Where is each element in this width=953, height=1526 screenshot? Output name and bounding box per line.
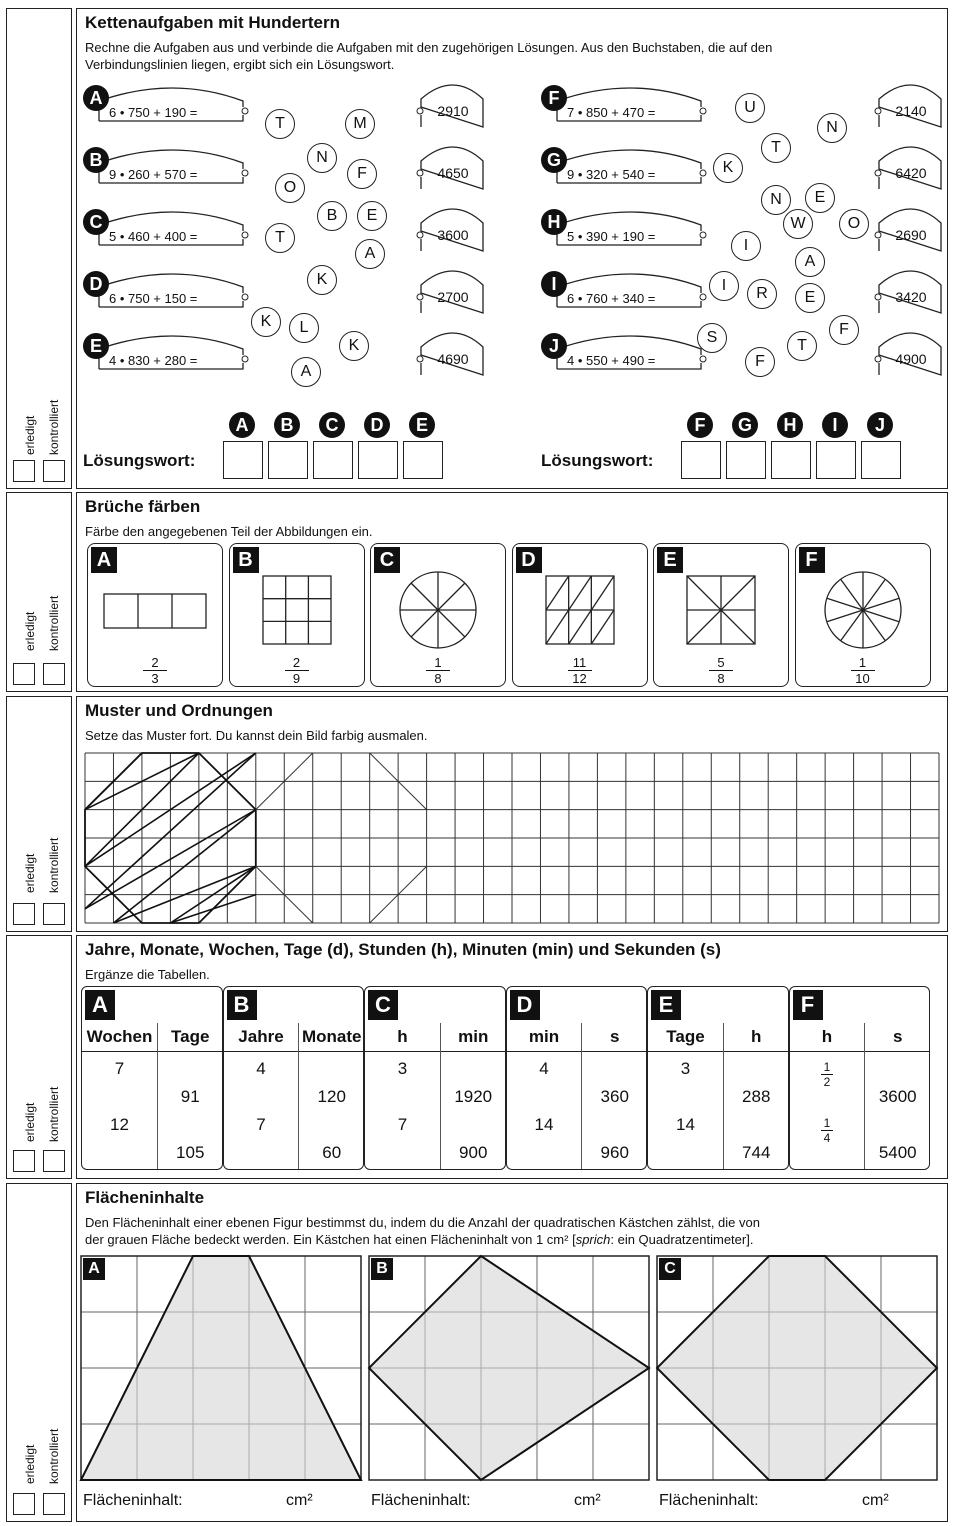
done-label: erledigt bbox=[23, 415, 37, 455]
task-badge-h: H bbox=[541, 209, 567, 235]
result-value: 2910 bbox=[437, 103, 469, 119]
square bbox=[263, 576, 331, 644]
done-checkbox[interactable] bbox=[13, 903, 35, 925]
letter-circle[interactable]: K bbox=[307, 265, 337, 295]
card-badge: A bbox=[91, 547, 117, 573]
grey-shape bbox=[369, 1256, 649, 1480]
task-expression: 9 • 260 + 570 = bbox=[109, 167, 198, 182]
card-badge: E bbox=[657, 547, 683, 573]
cell-value[interactable]: 5400 bbox=[878, 1143, 917, 1162]
connector-dot bbox=[242, 170, 248, 176]
denominator: 12 bbox=[572, 671, 587, 686]
denominator: 8 bbox=[434, 671, 442, 686]
letter-circle[interactable]: N bbox=[817, 113, 847, 143]
column-header: min bbox=[528, 1027, 560, 1046]
checked-label: kontrolliert bbox=[47, 595, 61, 651]
task-expression: 7 • 850 + 470 = bbox=[567, 105, 656, 120]
numerator: 11 bbox=[572, 655, 587, 670]
connector-dot bbox=[242, 356, 248, 362]
figure-badge: A bbox=[83, 1258, 105, 1280]
numerator: 1 bbox=[858, 655, 867, 670]
connector-dot bbox=[242, 232, 248, 238]
header-divider bbox=[365, 1051, 505, 1052]
task-expression: 4 • 830 + 280 = bbox=[109, 353, 198, 368]
answer-box[interactable] bbox=[681, 441, 721, 479]
panel-instruction: Verbindungslinien liegen, ergibt sich ein Lösungswort. bbox=[85, 57, 395, 72]
done-checkbox[interactable] bbox=[13, 1150, 35, 1172]
column-header: Jahre bbox=[238, 1027, 284, 1046]
sector-line bbox=[863, 598, 899, 610]
area-figure-b bbox=[369, 1256, 649, 1480]
answer-badge-h: H bbox=[777, 412, 803, 438]
answer-box[interactable] bbox=[358, 441, 398, 479]
cell-value[interactable]: 4 bbox=[256, 1059, 266, 1078]
header-divider bbox=[507, 1051, 647, 1052]
header-divider bbox=[224, 1051, 364, 1052]
letter-circle[interactable]: T bbox=[265, 223, 295, 253]
diagonal-line bbox=[591, 610, 614, 644]
numerator: 1 bbox=[823, 1060, 831, 1074]
checkbox-column-pattern bbox=[6, 696, 72, 932]
task-expression: 6 • 750 + 150 = bbox=[109, 291, 198, 306]
checked-label: kontrolliert bbox=[47, 1428, 61, 1484]
answer-box[interactable] bbox=[313, 441, 353, 479]
table-badge: D bbox=[510, 990, 540, 1020]
panel-title: Kettenaufgaben mit Hundertern bbox=[85, 13, 341, 32]
column-header: h bbox=[821, 1027, 833, 1046]
letter-circle[interactable]: E bbox=[805, 183, 835, 213]
area-label: Flächeninhalt: bbox=[371, 1492, 471, 1509]
checked-checkbox[interactable] bbox=[43, 1150, 65, 1172]
diagonal-line bbox=[568, 610, 591, 644]
fraction-figure[interactable] bbox=[371, 554, 505, 654]
answer-badge-g: G bbox=[732, 412, 758, 438]
sector-line bbox=[826, 598, 862, 610]
column-header: s bbox=[610, 1027, 620, 1046]
area-figure-a bbox=[81, 1256, 361, 1480]
fraction-value[interactable] bbox=[817, 1117, 837, 1144]
solution-label-right: Lösungswort: bbox=[541, 451, 654, 470]
time-table-c bbox=[364, 986, 506, 1170]
result-value: 4690 bbox=[437, 351, 469, 367]
column-header: min bbox=[458, 1027, 489, 1046]
panel-instruction: Den Flächeninhalt einer ebenen Figur bestimmst du, indem du die Anzahl der quadratischen Kästchen zählst, die von bbox=[85, 1215, 760, 1230]
connector-dot bbox=[700, 170, 706, 176]
fraction-card-e[interactable] bbox=[653, 543, 789, 687]
numerator: 1 bbox=[434, 655, 442, 670]
letter-circle[interactable]: W bbox=[783, 209, 813, 239]
column-header: Monate bbox=[301, 1027, 362, 1046]
fraction-label bbox=[560, 656, 600, 685]
letter-circle[interactable]: T bbox=[761, 133, 791, 163]
letter-circle[interactable]: N bbox=[761, 185, 791, 215]
cell-value[interactable]: 960 bbox=[600, 1143, 629, 1162]
pattern-panel bbox=[76, 696, 948, 932]
letter-circle[interactable]: M bbox=[345, 109, 375, 139]
cell-value[interactable]: 7 bbox=[114, 1059, 125, 1078]
sector-line bbox=[863, 579, 885, 610]
letter-circle[interactable]: F bbox=[347, 159, 377, 189]
answer-badge-d: D bbox=[364, 412, 390, 438]
figure-badge: B bbox=[371, 1258, 393, 1280]
answer-badge-a: A bbox=[229, 412, 255, 438]
panel-title: Jahre, Monate, Wochen, Tage (d), Stunden (h), Minuten (min) und Sekunden (s) bbox=[85, 940, 721, 959]
fraction-figure[interactable] bbox=[230, 554, 364, 654]
sector-line bbox=[863, 610, 885, 641]
task-expression: 4 • 550 + 490 = bbox=[567, 353, 656, 368]
checked-checkbox[interactable] bbox=[43, 460, 65, 482]
task-expression: 5 • 460 + 400 = bbox=[109, 229, 198, 244]
cell-value[interactable]: 120 bbox=[317, 1087, 346, 1106]
answer-box[interactable] bbox=[268, 441, 308, 479]
letter-circle[interactable]: U bbox=[735, 93, 765, 123]
chain-tasks-panel bbox=[76, 8, 948, 489]
panel-instruction: Setze das Muster fort. Du kannst dein Bild farbig ausmalen. bbox=[85, 728, 428, 743]
fraction-card-a[interactable] bbox=[87, 543, 223, 687]
checked-label: kontrolliert bbox=[47, 1086, 61, 1142]
area-figure-c bbox=[657, 1256, 937, 1480]
connector-dot bbox=[242, 294, 248, 300]
cell-value[interactable]: 3 bbox=[680, 1059, 691, 1078]
task-badge-j: J bbox=[541, 333, 567, 359]
column-header: Wochen bbox=[86, 1027, 153, 1046]
letter-circle[interactable]: I bbox=[731, 231, 761, 261]
letter-circle[interactable]: E bbox=[795, 283, 825, 313]
letter-circle[interactable]: R bbox=[747, 279, 777, 309]
cell-value[interactable]: 1920 bbox=[454, 1087, 493, 1106]
task-expression: 6 • 760 + 340 = bbox=[567, 291, 656, 306]
sector-line bbox=[438, 610, 465, 637]
card-badge: F bbox=[799, 547, 825, 573]
letter-circle[interactable]: F bbox=[829, 315, 859, 345]
time-panel bbox=[76, 935, 948, 1179]
sector-line bbox=[840, 579, 862, 610]
letter-circle[interactable]: O bbox=[839, 209, 869, 239]
sector-line bbox=[826, 610, 862, 622]
column-header: s bbox=[893, 1027, 903, 1046]
sector-line bbox=[411, 583, 438, 610]
table-badge: B bbox=[227, 990, 257, 1020]
answer-box[interactable] bbox=[861, 441, 901, 479]
letter-circle[interactable]: A bbox=[355, 239, 385, 269]
cell-value[interactable]: 3600 bbox=[878, 1087, 917, 1106]
panel-instruction: Rechne die Aufgaben aus und verbinde die Aufgaben mit den zugehörigen Lösungen. Aus den Buchstaben, die auf den bbox=[85, 40, 773, 55]
result-value: 4900 bbox=[895, 351, 927, 367]
fraction-card-c[interactable] bbox=[370, 543, 506, 687]
checked-checkbox[interactable] bbox=[43, 903, 65, 925]
cell-value[interactable]: 60 bbox=[322, 1143, 342, 1162]
cell-value[interactable]: 4 bbox=[539, 1059, 549, 1078]
time-table-f bbox=[789, 986, 931, 1170]
checked-label: kontrolliert bbox=[47, 399, 61, 455]
table-badge: C bbox=[368, 990, 398, 1020]
answer-badge-c: C bbox=[319, 412, 345, 438]
card-badge: C bbox=[374, 547, 400, 573]
cell-value[interactable]: 14 bbox=[676, 1115, 695, 1134]
panel-title: Brüche färben bbox=[85, 497, 201, 516]
cell-value[interactable]: 900 bbox=[459, 1143, 488, 1162]
letter-circle[interactable]: A bbox=[291, 357, 321, 387]
denominator: 4 bbox=[823, 1131, 831, 1145]
letter-circle[interactable]: N bbox=[307, 143, 337, 173]
letter-circle[interactable]: A bbox=[795, 247, 825, 277]
checkbox-column-chain bbox=[6, 8, 72, 489]
answer-badge-i: I bbox=[822, 412, 848, 438]
task-expression: 5 • 390 + 190 = bbox=[567, 229, 656, 244]
letter-circle[interactable]: T bbox=[787, 331, 817, 361]
sector-line bbox=[863, 610, 899, 622]
result-value: 2140 bbox=[895, 103, 927, 119]
task-badge-i: I bbox=[541, 271, 567, 297]
area-unit: cm² bbox=[574, 1492, 601, 1509]
panel-instruction: Ergänze die Tabellen. bbox=[85, 967, 210, 982]
letter-circle[interactable]: K bbox=[713, 153, 743, 183]
fraction-label bbox=[277, 656, 317, 685]
fraction-card-b[interactable] bbox=[229, 543, 365, 687]
sector-line bbox=[438, 583, 465, 610]
done-label: erledigt bbox=[23, 853, 37, 893]
denominator: 3 bbox=[151, 671, 159, 686]
grey-shape bbox=[657, 1256, 937, 1480]
task-expression: 9 • 320 + 540 = bbox=[567, 167, 656, 182]
fraction-label bbox=[843, 656, 883, 685]
answer-box[interactable] bbox=[771, 441, 811, 479]
card-badge: B bbox=[233, 547, 259, 573]
result-value: 3420 bbox=[895, 289, 927, 305]
letter-circle[interactable]: S bbox=[697, 323, 727, 353]
cell-value[interactable]: 3 bbox=[397, 1059, 408, 1078]
letter-circle[interactable]: K bbox=[251, 307, 281, 337]
time-table-a bbox=[81, 986, 223, 1170]
area-label: Flächeninhalt: bbox=[83, 1492, 183, 1509]
task-badge-b: B bbox=[83, 147, 109, 173]
letter-circle[interactable]: K bbox=[339, 331, 369, 361]
column-header: Tage bbox=[666, 1027, 705, 1046]
letter-circle[interactable]: T bbox=[265, 109, 295, 139]
table-badge: E bbox=[651, 990, 681, 1020]
fraction-label bbox=[418, 656, 458, 685]
task-badge-a: A bbox=[83, 85, 109, 111]
answer-box[interactable] bbox=[223, 441, 263, 479]
denominator: 8 bbox=[717, 671, 725, 686]
cell-value[interactable]: 105 bbox=[176, 1143, 205, 1162]
cell-value[interactable]: 91 bbox=[180, 1087, 200, 1106]
table-badge: F bbox=[793, 990, 823, 1020]
task-expression: 6 • 750 + 190 = bbox=[109, 105, 198, 120]
letter-circle[interactable]: L bbox=[289, 313, 319, 343]
connector-dot bbox=[700, 294, 706, 300]
diagonal-line bbox=[546, 610, 569, 644]
diagonal-line bbox=[568, 576, 591, 610]
time-table-e bbox=[647, 986, 789, 1170]
result-value: 6420 bbox=[895, 165, 927, 181]
table-badge: A bbox=[85, 990, 115, 1020]
done-label: erledigt bbox=[23, 1444, 37, 1484]
column-header: h bbox=[751, 1027, 762, 1046]
fraction-card-f[interactable] bbox=[795, 543, 931, 687]
header-divider bbox=[648, 1051, 788, 1052]
pattern-grid[interactable] bbox=[85, 753, 939, 923]
checked-label: kontrolliert bbox=[47, 837, 61, 893]
answer-badge-e: E bbox=[409, 412, 435, 438]
answer-box[interactable] bbox=[403, 441, 443, 479]
answer-badge-j: J bbox=[867, 412, 893, 438]
cell-value[interactable]: 360 bbox=[600, 1087, 629, 1106]
cell-value[interactable]: 14 bbox=[534, 1115, 554, 1134]
fraction-value[interactable] bbox=[817, 1061, 837, 1088]
fraction-card-d[interactable] bbox=[512, 543, 648, 687]
checkbox-column-fractions bbox=[6, 492, 72, 692]
done-label: erledigt bbox=[23, 1102, 37, 1142]
panel-title: Flächeninhalte bbox=[85, 1188, 205, 1207]
column-header: h bbox=[397, 1027, 408, 1046]
task-badge-g: G bbox=[541, 147, 567, 173]
rectangle bbox=[104, 594, 206, 628]
denominator: 10 bbox=[855, 671, 870, 686]
connector-dot bbox=[700, 356, 706, 362]
area-unit: cm² bbox=[862, 1492, 889, 1509]
panel-title: Muster und Ordnungen bbox=[85, 701, 273, 720]
answer-box[interactable] bbox=[726, 441, 766, 479]
fractions-panel bbox=[76, 492, 948, 692]
task-badge-c: C bbox=[83, 209, 109, 235]
result-value: 2690 bbox=[895, 227, 927, 243]
answer-box[interactable] bbox=[816, 441, 856, 479]
result-value: 3600 bbox=[437, 227, 469, 243]
cell-value[interactable]: 288 bbox=[742, 1087, 771, 1106]
pattern-line bbox=[170, 895, 255, 923]
answer-badge-b: B bbox=[274, 412, 300, 438]
letter-circle[interactable]: O bbox=[275, 173, 305, 203]
card-badge: D bbox=[516, 547, 542, 573]
checked-checkbox[interactable] bbox=[43, 1493, 65, 1515]
result-value: 4650 bbox=[437, 165, 469, 181]
header-divider bbox=[82, 1051, 222, 1052]
letter-circle[interactable]: E bbox=[357, 201, 387, 231]
connector-dot bbox=[700, 232, 706, 238]
done-checkbox[interactable] bbox=[13, 1493, 35, 1515]
header-divider bbox=[790, 1051, 930, 1052]
time-table-d bbox=[506, 986, 648, 1170]
area-panel bbox=[76, 1183, 948, 1522]
numerator: 1 bbox=[823, 1116, 831, 1130]
numerator: 2 bbox=[292, 655, 301, 670]
cell-value[interactable]: 744 bbox=[742, 1143, 771, 1162]
sector-line bbox=[840, 610, 862, 641]
connector-dot bbox=[700, 108, 706, 114]
column-header: Tage bbox=[171, 1027, 210, 1046]
fraction-figure[interactable] bbox=[513, 554, 647, 654]
fraction-label bbox=[135, 656, 175, 685]
done-checkbox[interactable] bbox=[13, 460, 35, 482]
fraction-figure[interactable] bbox=[654, 554, 788, 654]
solution-label-left: Lösungswort: bbox=[83, 451, 196, 470]
sector-line bbox=[411, 610, 438, 637]
letter-circle[interactable]: B bbox=[317, 201, 347, 231]
task-badge-e: E bbox=[83, 333, 109, 359]
numerator: 2 bbox=[151, 655, 159, 670]
done-checkbox[interactable] bbox=[13, 663, 35, 685]
panel-instruction: der grauen Fläche bedeckt werden. Ein Kästchen hat einen Flächeninhalt von 1 cm² [sprich: ein Quadratzentimeter]. bbox=[85, 1232, 754, 1247]
time-table-b bbox=[223, 986, 365, 1170]
checked-checkbox[interactable] bbox=[43, 663, 65, 685]
checkbox-column-time bbox=[6, 935, 72, 1179]
result-value: 2700 bbox=[437, 289, 469, 305]
diagonal-line bbox=[591, 576, 614, 610]
fraction-label bbox=[701, 656, 741, 685]
panel-instruction: Färbe den angegebenen Teil der Abbildungen ein. bbox=[85, 524, 373, 539]
numerator: 5 bbox=[717, 655, 725, 670]
fraction-figure[interactable] bbox=[88, 554, 222, 654]
cell-value[interactable]: 7 bbox=[397, 1115, 408, 1134]
checkbox-column-area bbox=[6, 1183, 72, 1522]
diagonal-line bbox=[546, 576, 569, 610]
cell-value[interactable]: 7 bbox=[256, 1115, 266, 1134]
letter-circle[interactable]: I bbox=[709, 271, 739, 301]
answer-badge-f: F bbox=[687, 412, 713, 438]
connector-dot bbox=[242, 108, 248, 114]
area-unit: cm² bbox=[286, 1492, 313, 1509]
task-badge-d: D bbox=[83, 271, 109, 297]
denominator: 2 bbox=[823, 1075, 831, 1089]
letter-circle[interactable]: F bbox=[745, 347, 775, 377]
done-label: erledigt bbox=[23, 611, 37, 651]
figure-badge: C bbox=[659, 1258, 681, 1280]
denominator: 9 bbox=[292, 671, 301, 686]
area-label: Flächeninhalt: bbox=[659, 1492, 759, 1509]
task-badge-f: F bbox=[541, 85, 567, 111]
fraction-figure[interactable] bbox=[796, 554, 930, 654]
cell-value[interactable]: 12 bbox=[110, 1115, 129, 1134]
